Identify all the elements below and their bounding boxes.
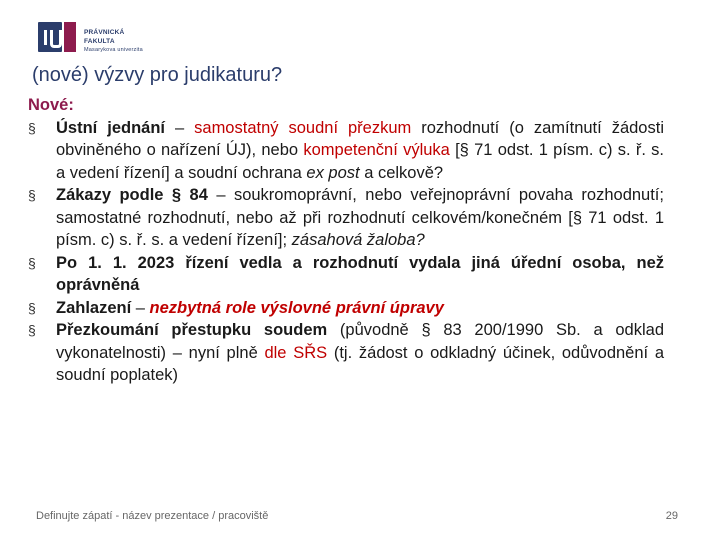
bullet-1-dash: – [165,118,195,137]
section-heading: Nové: [28,96,74,114]
bullet-5-lead: Přezkoumání přestupku soudem [56,321,328,339]
faculty-logo [38,22,143,55]
bullet-5-red: dle SŘS [264,343,328,362]
bullet-3-lead: Po 1. 1. 2023 řízení vedla a rozhodnutí vydala jiná úřední osoba, než oprávněná [56,253,664,294]
slide-content [28,94,664,387]
footer-text: Definujte zápatí - název prezentace / pracoviště [36,510,269,522]
page-number: 29 [665,510,678,522]
bullet-list [28,117,664,387]
bullet-4-red: nezbytná role výslovné právní úpravy [149,298,444,317]
bullet-5-text-1: (původně § 83 200/1990 Sb. a odklad vykonatelnosti) – nyní plně [56,321,665,362]
bullet-1-text-2: [§ 71 odst. 1 písm. c) s. ř. s. a vedení řízení] a soudní ochrana [56,141,665,182]
logo-mark-icon [38,22,62,52]
bullet-item-expunction [28,297,664,320]
bullet-1-red-1: samostatný soudní přezkum [194,118,412,137]
bullet-item-bans [28,184,664,252]
bullet-item-oral-hearing [28,117,664,185]
logo-text [84,22,143,55]
bullet-4-lead: Zahlazení [56,298,132,317]
bullet-1-text-1: rozhodnutí (o zamítnutí žádosti obviněného o nařízení ÚJ), nebo [56,118,664,159]
bullet-5-text-2: (tj. žádost o odkladný účinek, odůvodnění a soudní poplatek) [56,343,665,384]
logo-line-2: FAKULTA [84,38,115,45]
bullet-1-text-3: a celkově? [359,163,444,182]
logo-line-3: Masarykova univerzita [84,47,143,53]
slide-title: (nové) výzvy pro judikaturu? [32,64,283,86]
bullet-4-dash: – [131,298,150,317]
bullet-1-red-2: kompetenční výluka [303,141,450,159]
logo-accent-bar [64,22,76,52]
bullet-item-court-review [28,319,664,387]
bullet-2-italic: zásahová žaloba? [291,231,425,249]
logo-line-1: PRÁVNICKÁ [84,29,125,36]
bullet-item-after-2023 [28,252,664,297]
bullet-1-italic: ex post [306,163,360,182]
bullet-2-text: – soukromoprávní, nebo veřejnoprávní povaha rozhodnutí; samostatné rozhodnutí, nebo až při rozhodnutí celkovém/konečném [§ 71 odst. 1 písm. c) s. ř. s. a vedení řízení]; [56,186,664,249]
bullet-2-lead: Zákazy podle § 84 [56,186,208,204]
bullet-1-lead: Ústní jednání [56,118,165,137]
